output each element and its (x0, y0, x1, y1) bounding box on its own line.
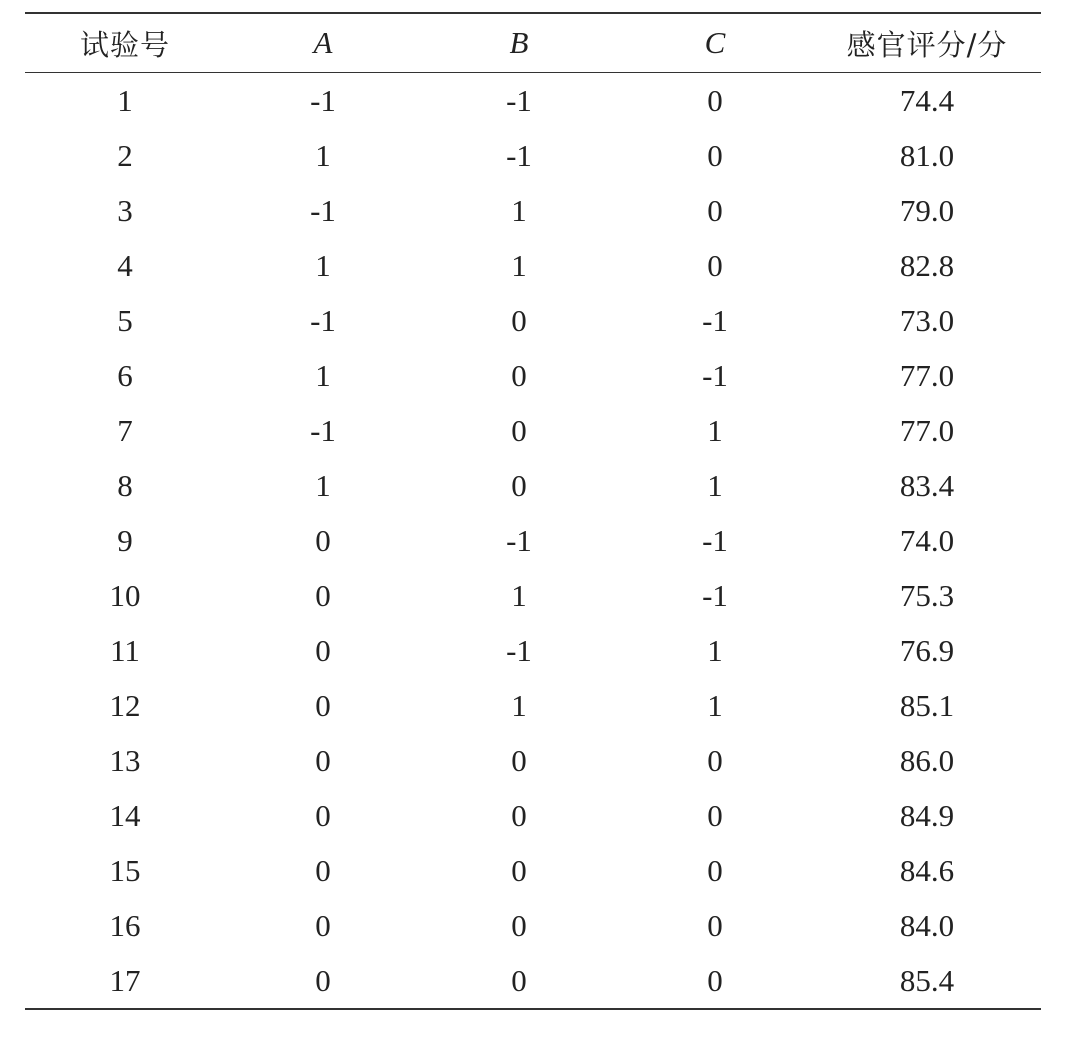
table-row (25, 128, 1041, 183)
header-factor-c: C (704, 25, 726, 60)
cell-trial-number: 13 (109, 742, 141, 778)
cell-sensory-score: 84.6 (899, 852, 955, 888)
cell-factor-b: 0 (511, 357, 527, 393)
cell-factor-c: 0 (707, 82, 723, 118)
cell-factor-a: 0 (315, 742, 331, 778)
header-trial-number: 试验号 (79, 27, 170, 62)
cell-trial-number: 8 (117, 467, 133, 503)
cell-factor-c: 1 (707, 632, 723, 668)
cell-factor-c: 0 (707, 852, 723, 888)
table-row (25, 403, 1041, 458)
cell-factor-c: 1 (707, 467, 723, 503)
cell-factor-b: 0 (511, 467, 527, 503)
cell-sensory-score: 81.0 (899, 137, 955, 173)
cell-trial-number: 3 (117, 192, 133, 228)
cell-factor-b: -1 (506, 632, 532, 668)
table-row (25, 458, 1041, 513)
cell-trial-number: 1 (117, 82, 133, 118)
cell-factor-c: 0 (707, 797, 723, 833)
cell-trial-number: 14 (109, 797, 141, 833)
cell-sensory-score: 74.4 (899, 82, 955, 118)
cell-factor-c: 0 (707, 137, 723, 173)
cell-factor-a: 0 (315, 632, 331, 668)
cell-factor-a: -1 (310, 302, 336, 338)
cell-factor-a: 0 (315, 962, 331, 998)
cell-trial-number: 16 (109, 907, 141, 943)
cell-sensory-score: 83.4 (899, 467, 955, 503)
cell-factor-a: 0 (315, 522, 331, 558)
cell-sensory-score: 77.0 (899, 357, 955, 393)
cell-factor-b: -1 (506, 522, 532, 558)
header-row (25, 13, 1041, 73)
cell-factor-b: 0 (511, 302, 527, 338)
cell-trial-number: 5 (117, 302, 133, 338)
cell-factor-b: -1 (506, 137, 532, 173)
cell-sensory-score: 73.0 (899, 302, 955, 338)
table-header (25, 13, 1041, 73)
cell-factor-b: 0 (511, 742, 527, 778)
cell-sensory-score: 85.1 (899, 687, 955, 723)
cell-trial-number: 9 (117, 522, 133, 558)
cell-trial-number: 12 (109, 687, 141, 723)
cell-sensory-score: 75.3 (899, 577, 955, 613)
experiment-results-table (25, 12, 1041, 1010)
cell-factor-b: 1 (511, 247, 527, 283)
cell-factor-c: -1 (702, 302, 728, 338)
cell-trial-number: 17 (109, 962, 141, 998)
cell-factor-a: 1 (315, 357, 331, 393)
cell-factor-b: 0 (511, 907, 527, 943)
cell-sensory-score: 74.0 (899, 522, 955, 558)
cell-trial-number: 7 (117, 412, 133, 448)
table-row (25, 843, 1041, 898)
cell-trial-number: 6 (117, 357, 133, 393)
table-row (25, 953, 1041, 1009)
cell-sensory-score: 76.9 (899, 632, 955, 668)
cell-factor-a: 0 (315, 907, 331, 943)
cell-factor-a: -1 (310, 82, 336, 118)
cell-factor-a: 0 (315, 577, 331, 613)
table-body (25, 73, 1041, 1010)
header-sensory-score: 感官评分/分 (846, 27, 1008, 62)
cell-trial-number: 2 (117, 137, 133, 173)
cell-factor-c: 0 (707, 742, 723, 778)
cell-factor-c: -1 (702, 357, 728, 393)
cell-sensory-score: 84.0 (899, 907, 955, 943)
table-row (25, 678, 1041, 733)
cell-sensory-score: 85.4 (899, 962, 955, 998)
cell-factor-c: 0 (707, 907, 723, 943)
cell-factor-c: 0 (707, 962, 723, 998)
cell-sensory-score: 84.9 (899, 797, 955, 833)
table-row (25, 513, 1041, 568)
cell-factor-a: 0 (315, 797, 331, 833)
cell-trial-number: 10 (109, 577, 141, 613)
cell-factor-c: 1 (707, 687, 723, 723)
cell-factor-b: 1 (511, 687, 527, 723)
cell-factor-a: 1 (315, 137, 331, 173)
cell-factor-b: 0 (511, 962, 527, 998)
cell-factor-b: -1 (506, 82, 532, 118)
cell-factor-a: 0 (315, 687, 331, 723)
table-row (25, 733, 1041, 788)
cell-sensory-score: 77.0 (899, 412, 955, 448)
cell-sensory-score: 79.0 (899, 192, 955, 228)
cell-trial-number: 4 (117, 247, 133, 283)
cell-factor-a: 0 (315, 852, 331, 888)
cell-factor-b: 0 (511, 852, 527, 888)
table-row (25, 238, 1041, 293)
cell-factor-a: -1 (310, 192, 336, 228)
cell-factor-c: 0 (707, 192, 723, 228)
cell-sensory-score: 82.8 (899, 247, 955, 283)
table-row (25, 183, 1041, 238)
table-row (25, 348, 1041, 403)
cell-trial-number: 15 (109, 852, 141, 888)
cell-sensory-score: 86.0 (899, 742, 955, 778)
cell-factor-c: 1 (707, 412, 723, 448)
cell-factor-a: 1 (315, 247, 331, 283)
cell-factor-b: 0 (511, 797, 527, 833)
table-row (25, 623, 1041, 678)
cell-factor-a: 1 (315, 467, 331, 503)
cell-factor-c: -1 (702, 577, 728, 613)
cell-factor-a: -1 (310, 412, 336, 448)
cell-trial-number: 11 (110, 632, 140, 668)
cell-factor-c: 0 (707, 247, 723, 283)
table-row (25, 898, 1041, 953)
table-row (25, 568, 1041, 623)
cell-factor-b: 0 (511, 412, 527, 448)
cell-factor-b: 1 (511, 577, 527, 613)
cell-factor-b: 1 (511, 192, 527, 228)
table-row (25, 788, 1041, 843)
cell-factor-c: -1 (702, 522, 728, 558)
table-row (25, 293, 1041, 348)
results-table-container (25, 12, 1041, 1010)
table-row (25, 73, 1041, 129)
header-factor-b: B (509, 25, 529, 60)
header-factor-a: A (313, 25, 333, 60)
